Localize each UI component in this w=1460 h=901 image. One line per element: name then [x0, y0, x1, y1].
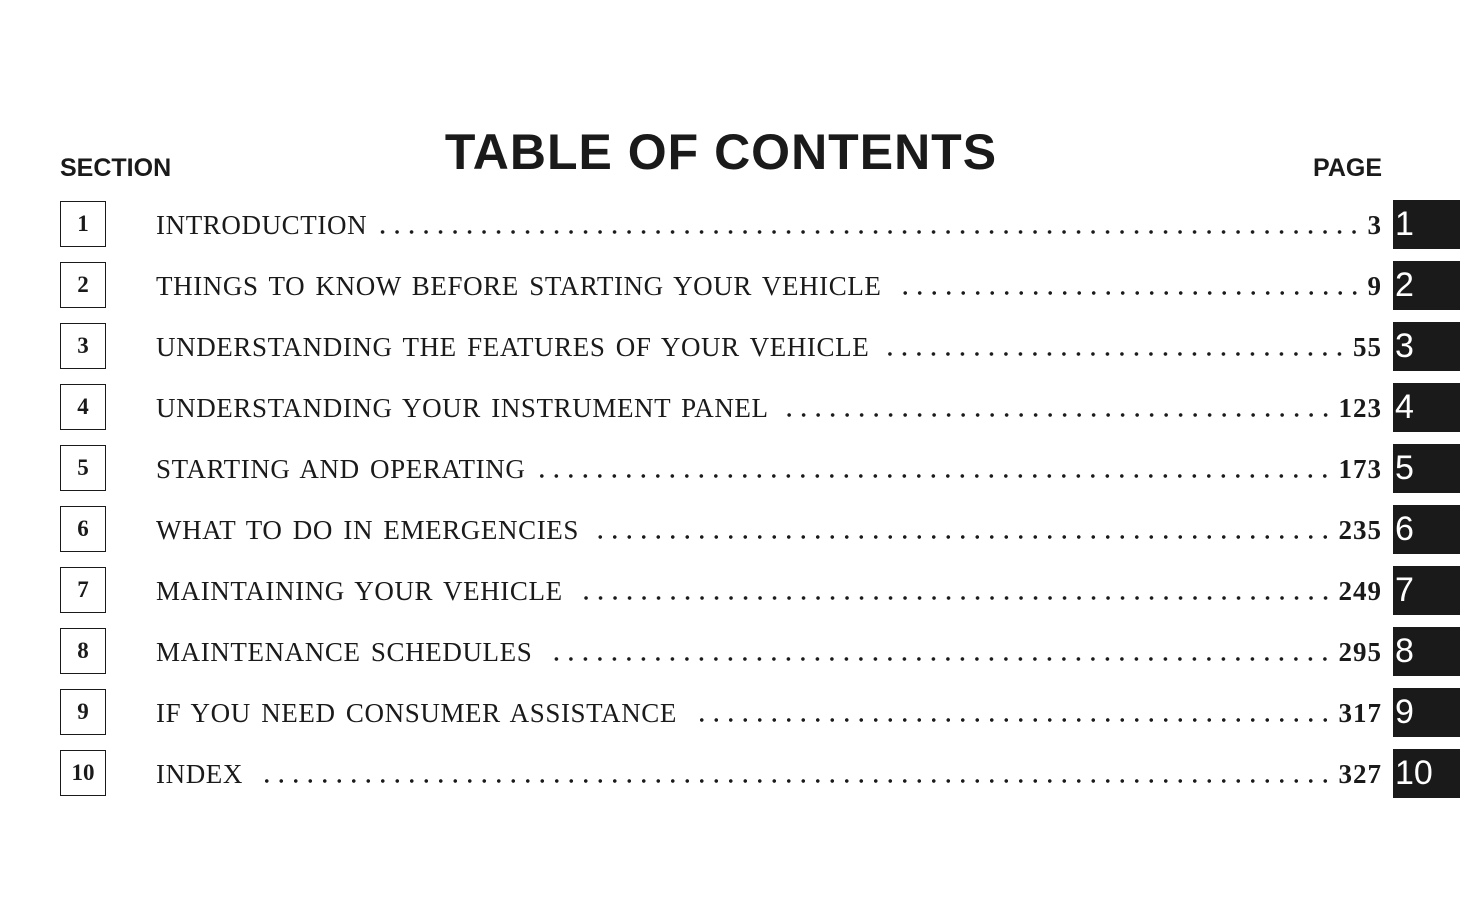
section-number-box: 3 — [60, 323, 106, 369]
toc-entry[interactable] — [156, 576, 1382, 612]
dot-leader — [575, 595, 1333, 601]
section-number-box: 2 — [60, 262, 106, 308]
entry-title[interactable]: INTRODUCTION — [156, 210, 368, 240]
page-number[interactable]: 317 — [1338, 698, 1382, 728]
section-tab-marker[interactable]: 2 — [1393, 261, 1460, 310]
page-number[interactable]: 9 — [1367, 271, 1382, 301]
toc-row[interactable] — [0, 383, 1460, 444]
toc-row[interactable] — [0, 261, 1460, 322]
toc-row[interactable] — [0, 566, 1460, 627]
section-tab-marker[interactable]: 5 — [1393, 444, 1460, 493]
section-tab-marker[interactable]: 3 — [1393, 322, 1460, 371]
section-number-box: 4 — [60, 384, 106, 430]
dot-leader — [781, 412, 1333, 418]
page-number[interactable]: 55 — [1353, 332, 1382, 362]
section-number-box: 10 — [60, 750, 106, 796]
entry-title[interactable]: STARTING AND OPERATING — [156, 454, 526, 484]
entry-title[interactable]: WHAT TO DO IN EMERGENCIES — [156, 515, 579, 545]
toc-row[interactable] — [0, 200, 1460, 261]
page-column-header: PAGE — [1313, 154, 1382, 182]
toc-row[interactable] — [0, 688, 1460, 749]
toc-row[interactable] — [0, 749, 1460, 810]
toc-row[interactable] — [0, 505, 1460, 566]
section-number-box: 1 — [60, 201, 106, 247]
section-tab-marker[interactable]: 9 — [1393, 688, 1460, 737]
section-column-header: SECTION — [60, 154, 172, 182]
toc-entry[interactable] — [156, 210, 1382, 246]
entry-title[interactable]: MAINTAINING YOUR VEHICLE — [156, 576, 563, 606]
toc-list — [0, 200, 1460, 810]
toc-entry[interactable] — [156, 393, 1382, 429]
page-number[interactable]: 249 — [1338, 576, 1382, 606]
toc-entry[interactable] — [156, 332, 1382, 368]
toc-entry[interactable] — [156, 637, 1382, 673]
section-tab-marker[interactable]: 10 — [1393, 749, 1460, 798]
section-number-box: 8 — [60, 628, 106, 674]
entry-title[interactable]: INDEX — [156, 759, 243, 789]
dot-leader — [544, 656, 1332, 662]
toc-entry[interactable] — [156, 759, 1382, 795]
toc-row[interactable] — [0, 322, 1460, 383]
dot-leader — [379, 229, 1361, 235]
entry-title[interactable]: UNDERSTANDING THE FEATURES OF YOUR VEHICLE — [156, 332, 870, 362]
page-title: TABLE OF CONTENTS — [444, 124, 998, 180]
section-number-box: 7 — [60, 567, 106, 613]
dot-leader — [537, 473, 1332, 479]
entry-title[interactable]: THINGS TO KNOW BEFORE STARTING YOUR VEHICLE — [156, 271, 882, 301]
page-number[interactable]: 235 — [1338, 515, 1382, 545]
page-number[interactable]: 123 — [1338, 393, 1382, 423]
dot-leader — [894, 290, 1362, 296]
dot-leader — [591, 534, 1333, 540]
entry-title[interactable]: IF YOU NEED CONSUMER ASSISTANCE — [156, 698, 677, 728]
dot-leader — [689, 717, 1333, 723]
dot-leader — [255, 778, 1333, 784]
toc-row[interactable] — [0, 627, 1460, 688]
section-tab-marker[interactable]: 6 — [1393, 505, 1460, 554]
toc-entry[interactable] — [156, 271, 1382, 307]
page-number[interactable]: 295 — [1338, 637, 1382, 667]
toc-entry[interactable] — [156, 515, 1382, 551]
section-number-box: 6 — [60, 506, 106, 552]
entry-title[interactable]: MAINTENANCE SCHEDULES — [156, 637, 533, 667]
section-number-box: 9 — [60, 689, 106, 735]
toc-entry[interactable] — [156, 454, 1382, 490]
page-number[interactable]: 327 — [1338, 759, 1382, 789]
section-tab-marker[interactable]: 1 — [1393, 200, 1460, 249]
toc-entry[interactable] — [156, 698, 1382, 734]
section-number-box: 5 — [60, 445, 106, 491]
entry-title[interactable]: UNDERSTANDING YOUR INSTRUMENT PANEL — [156, 393, 769, 423]
toc-row[interactable] — [0, 444, 1460, 505]
dot-leader — [881, 351, 1347, 357]
page-number[interactable]: 173 — [1338, 454, 1382, 484]
section-tab-marker[interactable]: 8 — [1393, 627, 1460, 676]
section-tab-marker[interactable]: 4 — [1393, 383, 1460, 432]
section-tab-marker[interactable]: 7 — [1393, 566, 1460, 615]
page-number[interactable]: 3 — [1367, 210, 1382, 240]
